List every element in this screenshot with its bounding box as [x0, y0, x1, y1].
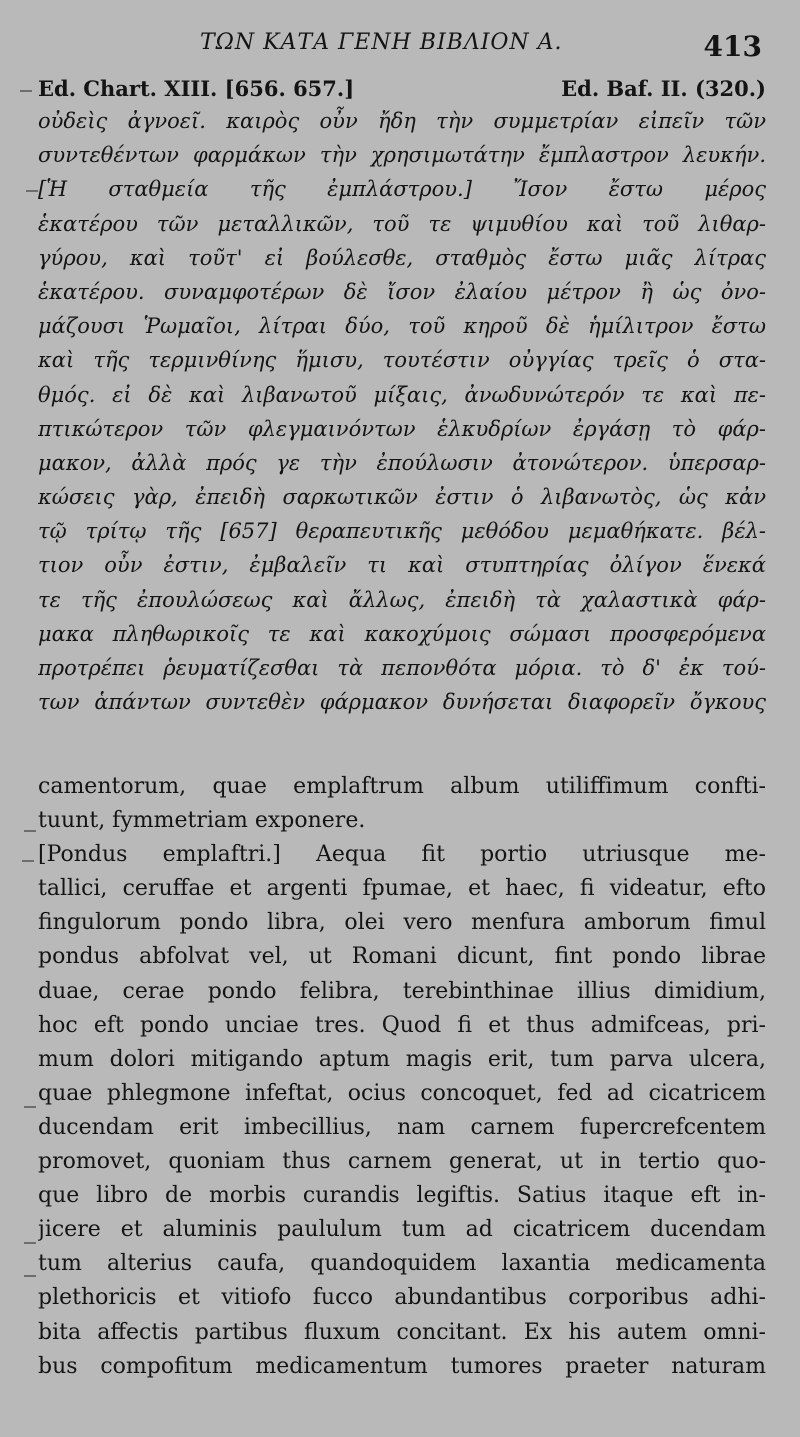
margin-speck	[24, 1275, 36, 1277]
greek-line: πτικώτερον τῶν φλεγμαινόντων ἑλκυδρίων ἐργάσῃ τὸ φάρ-	[38, 416, 766, 441]
greek-line: των ἁπάντων συντεθὲν φάρμακον δυνήσεται διαφορεῖν ὄγκους	[38, 690, 766, 715]
greek-line: [Ἡ σταθμεία τῆς ἐμπλάστρου.] Ἴσον ἔστω μέρος	[38, 177, 766, 202]
latin-line: que libro de morbis curandis legiftis. Satius itaque eft in-	[38, 1183, 766, 1209]
page-number: 413	[703, 30, 762, 63]
latin-line: jicere et aluminis paululum tum ad cicatricem ducendam	[38, 1217, 766, 1243]
greek-line: προτρέπει ῥευματίζεσθαι τὰ πεπονθότα μόρια. τὸ δ' ἐκ τού-	[38, 656, 766, 680]
latin-line: duae, cerae pondo felibra, terebinthinae illius dimidium,	[38, 978, 766, 1004]
latin-line: hoc eft pondo unciae tres. Quod fi et thus admifceas, pri-	[38, 1012, 766, 1038]
greek-line: συντεθέντων φαρμάκων τὴν χρησιμωτάτην ἔμπλαστρον λευκήν.	[38, 143, 766, 168]
greek-line: οὐδεὶς ἀγνοεῖ. καιρὸς οὖν ἤδη τὴν συμμετρίαν εἰπεῖν τῶν	[38, 109, 766, 133]
latin-line: ducendam erit imbecillius, nam carnem fupercrefcentem	[38, 1114, 766, 1140]
margin-speck	[26, 190, 38, 192]
greek-line: ἑκατέρου τῶν μεταλλικῶν, τοῦ τε ψιμυθίου καὶ τοῦ λιθαρ-	[38, 211, 766, 236]
basel-edition-reference: Ed. Baf. II. (320.)	[561, 76, 766, 101]
greek-line: μακον, ἀλλὰ πρός γε τὴν ἐπούλωσιν ἀτονώτερον. ὑπερσαρ-	[38, 450, 766, 475]
latin-line: mum dolori mitigando aptum magis erit, tum parva ulcera,	[38, 1046, 766, 1072]
margin-speck	[24, 1106, 36, 1108]
latin-line: pondus abfolvat vel, ut Romani dicunt, fint pondo librae	[38, 944, 766, 970]
greek-line: τε τῆς ἐπουλώσεως καὶ ἄλλως, ἐπειδὴ τὰ χαλαστικὰ φάρ-	[38, 587, 766, 612]
chartier-edition-reference: Ed. Chart. XIII. [656. 657.]	[38, 76, 355, 101]
margin-speck	[22, 860, 34, 862]
latin-line: bita affectis partibus fluxum concitant. Ex his autem omni-	[38, 1319, 766, 1345]
greek-text-block	[38, 104, 766, 719]
greek-line: μακα πληθωρικοῖς τε καὶ κακοχύμοις σώμασι προσφερόμενα	[38, 621, 766, 646]
latin-line: tuunt, fymmetriam exponere.	[38, 808, 366, 834]
margin-speck	[20, 90, 32, 92]
latin-line: tallici, ceruffae et argenti fpumae, et haec, fi videatur, efto	[38, 876, 766, 902]
greek-line: μάζουσι Ῥωμαῖοι, λίτραι δύο, τοῦ κηροῦ δὲ ἡμίλιτρον ἔστω	[38, 314, 766, 339]
latin-line: tum alterius caufa, quandoquidem laxantia medicamenta	[38, 1251, 766, 1277]
margin-speck	[24, 1242, 36, 1244]
greek-line: τῷ τρίτῳ τῆς [657] θεραπευτικῆς μεθόδου μεμαθήκατε. βέλ-	[38, 519, 766, 544]
latin-line: fingulorum pondo libra, olei vero menfura amborum fimul	[38, 910, 766, 936]
greek-line: τιον οὖν ἐστιν, ἐμβαλεῖν τι καὶ στυπτηρίας ὀλίγον ἕνεκά	[38, 553, 766, 578]
latin-line: plethoricis et vitiofo fucco abundantibus corporibus adhi-	[38, 1285, 766, 1311]
edition-references	[38, 76, 766, 101]
latin-line: bus compofitum medicamentum tumores praeter naturam	[38, 1353, 766, 1379]
greek-line: κώσεις γὰρ, ἐπειδὴ σαρκωτικῶν ἐστιν ὁ λιβανωτὸς, ὡς κἀν	[38, 485, 766, 510]
latin-line: quae phlegmone infeftat, ocius concoquet, fed ad cicatricem	[38, 1080, 766, 1106]
running-head: ΤΩΝ ΚΑΤΑ ΓΕΝΗ ΒΙΒΛΙΟΝ Α.	[200, 30, 563, 55]
margin-speck	[24, 830, 36, 832]
latin-text-block	[38, 770, 766, 1384]
latin-line: [Pondus emplaftri.] Aequa fit portio utriusque me-	[38, 842, 766, 868]
greek-line: καὶ τῆς τερμινθίνης ἥμισυ, τουτέστιν οὐγγίας τρεῖς ὁ στα-	[38, 348, 766, 373]
greek-line: θμός. εἰ δὲ καὶ λιβανωτοῦ μίξαις, ἀνωδυνώτερόν τε καὶ πε-	[38, 382, 766, 407]
latin-line: promovet, quoniam thus carnem generat, ut in tertio quo-	[38, 1149, 766, 1175]
latin-line: camentorum, quae emplaftrum album utiliffimum confti-	[38, 774, 766, 799]
greek-line: γύρου, καὶ τοῦτ' εἰ βούλεσθε, σταθμὸς ἔστω μιᾶς λίτρας	[38, 245, 766, 270]
greek-line: ἑκατέρου. συναμφοτέρων δὲ ἴσον ἐλαίου μέτρον ἢ ὡς ὀνο-	[38, 279, 766, 304]
